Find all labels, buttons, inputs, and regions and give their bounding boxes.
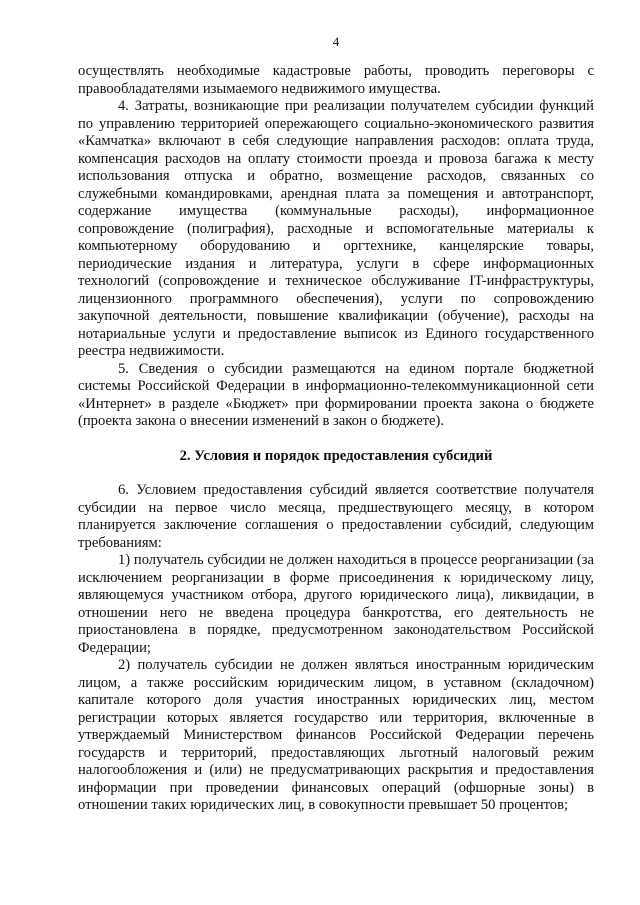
document-body [78, 63, 594, 815]
paragraph-subitem-1: 1) получатель субсидии не должен находиться в процессе реорганизации (за исключением реорганизации в форме присоединения к юридическому лицу, являющемуся участником отбора, другого юридического лица), ликвидации, в отношении него не введена процедура банкротства, его деятельность не приостановлена в порядке, предусмотренном законодательством Российской Федерации; [78, 552, 594, 656]
document-page [78, 34, 594, 815]
paragraph-item-4: 4. Затраты, возникающие при реализации получателем субсидии функций по управлению территорией опережающего социально-экономического развития «Камчатка» включают в себя следующие направления расходов: оплата труда, компенсация расходов на оплату стоимости проезда и провоза багажа к месту использования отпуска и обратно, возмещение расходов, связанных со служебными командировками, арендная плата за помещения и автотранспорт, содержание имущества (коммунальные расходы), информационное сопровождение (полиграфия), расходные и вспомогательные материалы к компьютерному оборудованию и оргтехнике, канцелярские товары, периодические издания и литература, услуги в сфере информационных технологий (сопровождение и техническое обслуживание IT-инфраструктуры, лицензионного программного обеспечения), услуги по сопровождению закупочной деятельности, повышение квалификации (обучение), расходы на нотариальные услуги и предоставление выписок из Единого государственного реестра недвижимости. [78, 98, 594, 359]
page-number: 4 [332, 34, 340, 49]
paragraph-item-6: 6. Условием предоставления субсидий является соответствие получателя субсидии на первое число месяца, предшествующего месяцу, в котором планируется заключение соглашения о предоставлении субсидий, следующим требованиям: [78, 482, 594, 551]
paragraph-subitem-2: 2) получатель субсидии не должен являться иностранным юридическим лицом, а также российским юридическим лицом, в уставном (складочном) капитале которого доля участия иностранных юридических лиц, местом регистрации которых является государство или территория, включенные в утверждаемый Министерством финансов Российской Федерации перечень государств и территорий, предоставляющих льготный налоговый режим налогообложения и (или) не предусматривающих раскрытия и предоставления информации при проведении финансовых операций (офшорные зоны) в отношении таких юридических лиц, в совокупности превышает 50 процентов; [78, 657, 594, 813]
section-heading: 2. Условия и порядок предоставления субсидий [179, 447, 493, 464]
paragraph-continuation: осуществлять необходимые кадастровые работы, проводить переговоры с правообладателями изымаемого недвижимого имущества. [78, 63, 594, 97]
paragraph-item-5: 5. Сведения о субсидии размещаются на едином портале бюджетной системы Российской Федерации в информационно-телекоммуникационной сети «Интернет» в разделе «Бюджет» при формировании проекта закона о бюджете (проекта закона о внесении изменений в закон о бюджете). [78, 360, 594, 429]
